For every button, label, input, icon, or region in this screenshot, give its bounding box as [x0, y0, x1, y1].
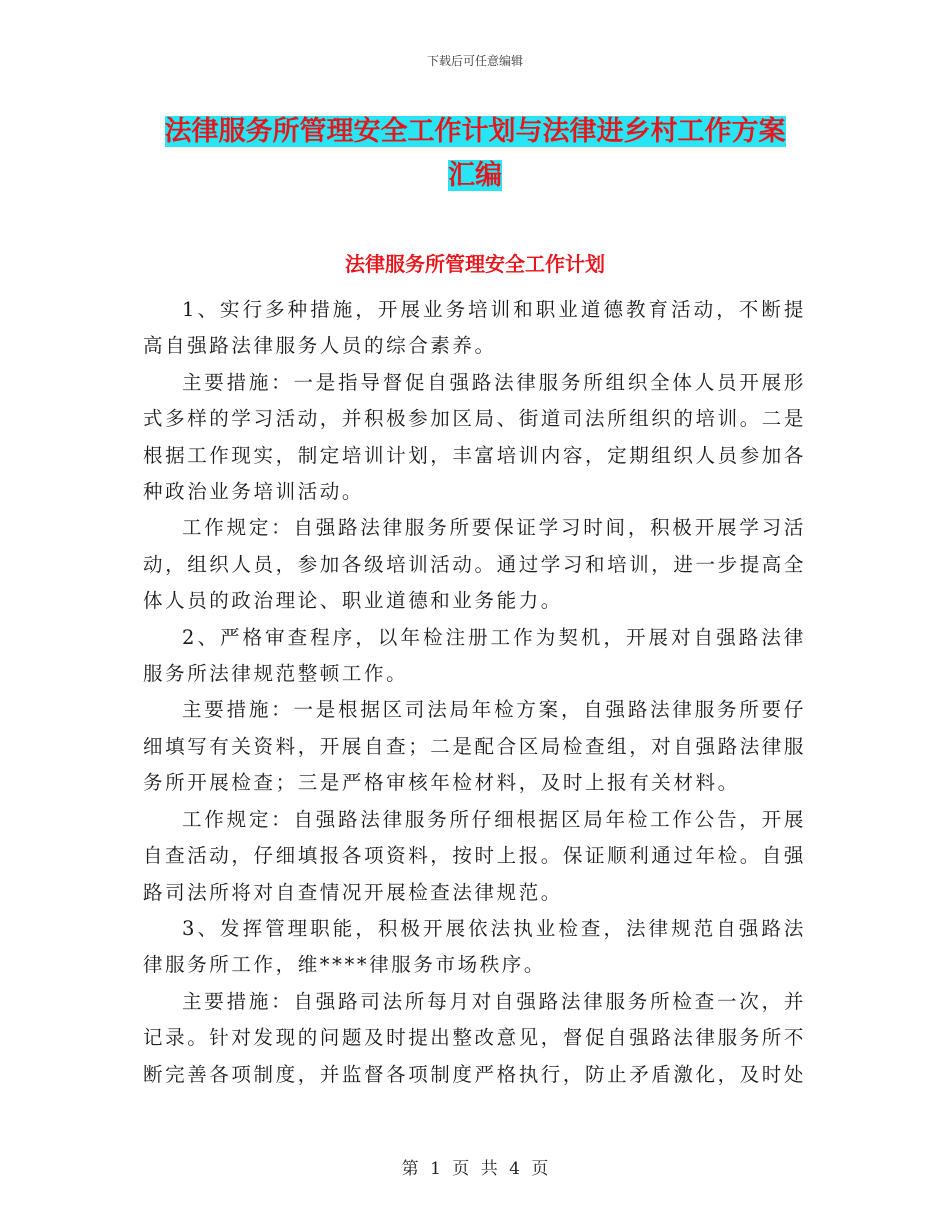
- document-title-line2: 汇编: [448, 160, 502, 191]
- document-title: [150, 110, 800, 198]
- paragraph: 主要措施：自强路司法所每月对自强路法律服务所检查一次，并记录。针对发现的问题及时提出整改意见，督促自强路法律服务所不断完善各项制度，并监督各项制度严格执行，防止矛盾激化，及时处: [143, 989, 807, 1086]
- page-number: 第 1 页 共 4 页: [401, 1159, 549, 1179]
- paragraph: 3、发挥管理职能，积极开展依法执业检查，法律规范自强路法律服务所工作，维****律服务市场秩序。: [143, 916, 806, 977]
- header-note: 下载后可任意编辑: [426, 54, 523, 68]
- paragraph: 工作规定：自强路法律服务所仔细根据区局年检工作公告，开展自查活动，仔细填报各项资料，按时上报。保证顺利通过年检。自强路司法所将对自查情况开展检查法律规范。: [143, 807, 807, 904]
- document-title-line1: 法律服务所管理安全工作计划与法律进乡村工作方案: [164, 116, 786, 147]
- paragraph: 1、实行多种措施，开展业务培训和职业道德教育活动，不断提高自强路法律服务人员的综合素养。: [143, 298, 806, 358]
- paragraph: 主要措施：一是根据区司法局年检方案，自强路法律服务所要仔细填写有关资料，开展自查；二是配合区局检查组，对自强路法律服务所开展检查；三是严格审核年检材料，及时上报有关材料。: [143, 698, 807, 795]
- paragraph: 2、严格审查程序，以年检注册工作为契机，开展对自强路法律服务所法律规范整顿工作。: [143, 625, 806, 686]
- section-title: 法律服务所管理安全工作计划: [345, 252, 605, 276]
- paragraph: 工作规定：自强路法律服务所要保证学习时间，积极开展学习活动，组织人员，参加各级培训活动。通过学习和培训，进一步提高全体人员的政治理论、职业道德和业务能力。: [143, 516, 807, 613]
- paragraph: 主要措施：一是指导督促自强路法律服务所组织全体人员开展形式多样的学习活动，并积极参加区局、街道司法所组织的培训。二是根据工作现实，制定培训计划，丰富培训内容，定期组织人员参加各种政治业务培训活动。: [143, 370, 807, 504]
- document-body: [143, 292, 806, 1093]
